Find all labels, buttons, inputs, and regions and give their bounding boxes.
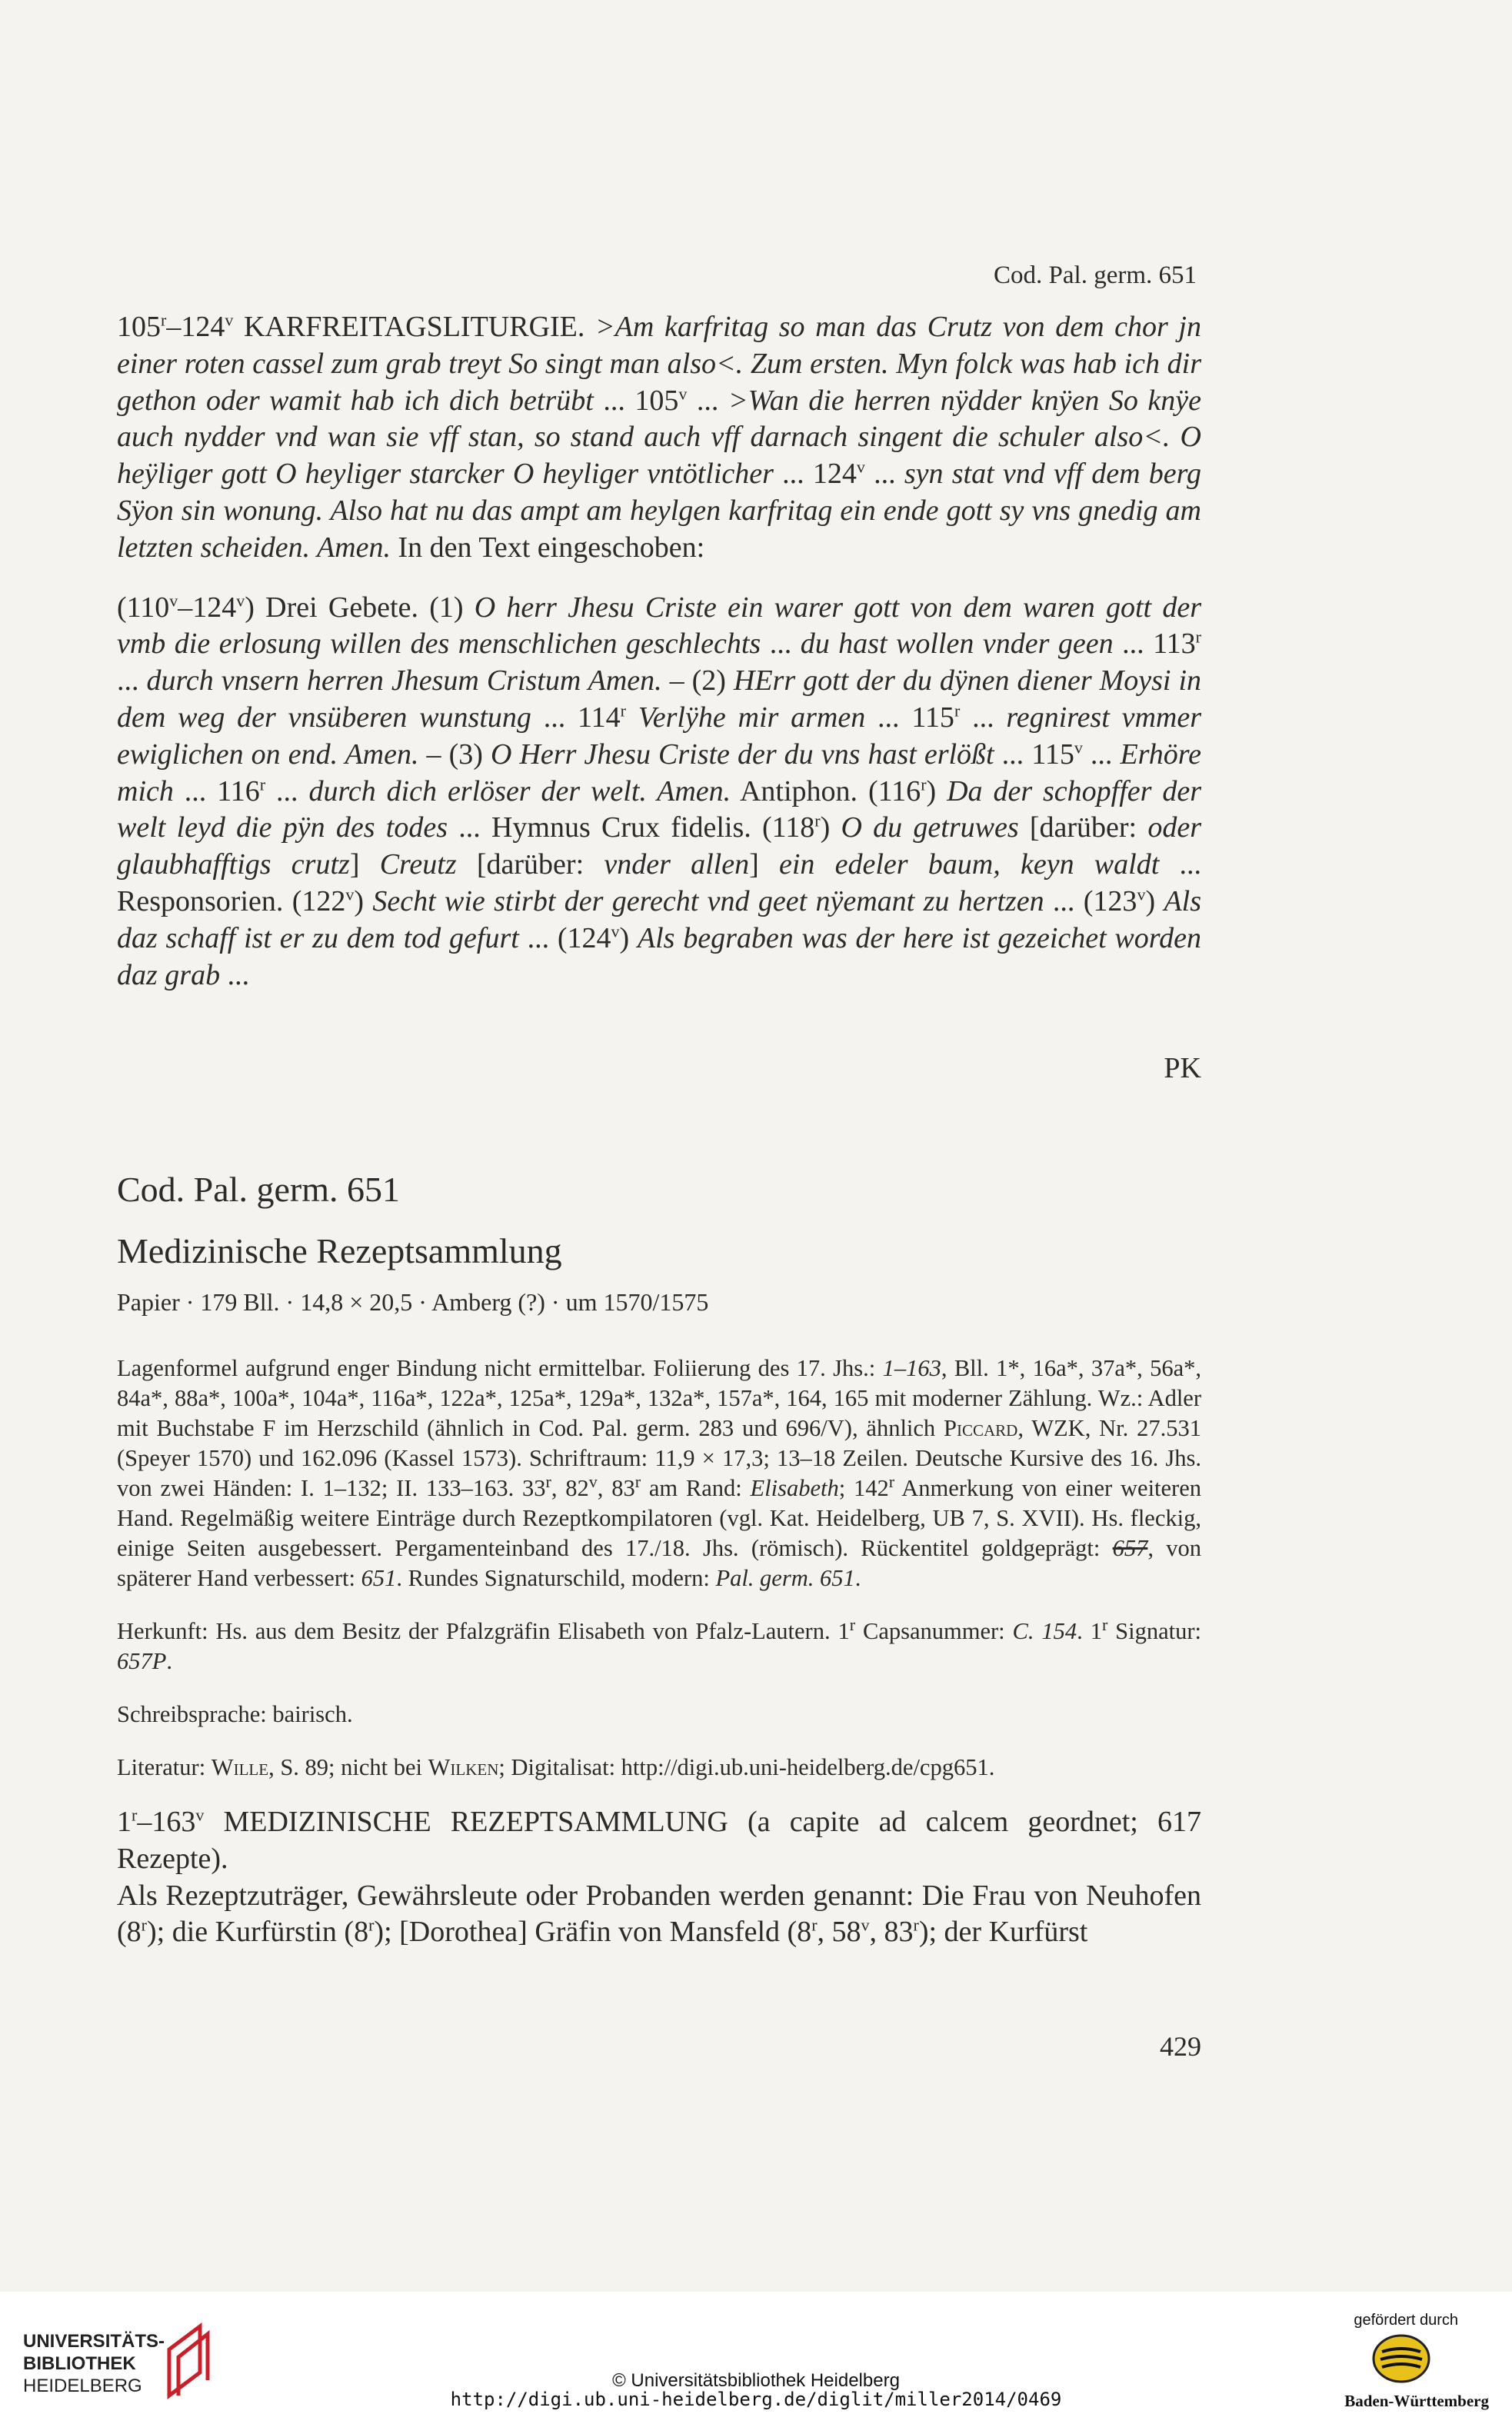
italic-text: 1–163 bbox=[882, 1355, 941, 1381]
italic-text: ein edeler baum, keyn waldt bbox=[778, 848, 1160, 881]
codicological-description: Lagenformel aufgrund enger Bindung nicht ermittelbar. Foliierung des 17. Jhs.: 1–163, Bll. 1*, 16a*, 37a*, 56a*, 84a*, 88a*, 100a*, 104a*, 116a*, 122a*, 125a*, 129a*, 132a*, 157a*, 164, 165 mit moderner Zählung. Wz.: Adler mit Buchstabe F im Herzschild (ähnlich in Cod. Pal. germ. 283 und 696/V), ähnlich Piccard, WZK, Nr. 27.531 (Speyer 1570) und 162.096 (Kassel 1573). Schriftraum: 11,9 × 17,3; 13–18 Zeilen. Deutsche Kursive des 16. Jhs. von zwei Händen: I. 1–132; II. 133–163. 33$^r$, 82$^v$, 83$^r$ am Rand: Elisabeth; 142$^r$ Anmerkung von einer weiteren Hand. Regelmäßig weitere Einträge durch Rezeptkompilatoren (vgl. Kat. Heidelberg, UB 7, S. XVII). Hs. fleckig, einige Seiten ausgebessert. Pergamenteinband des 17./18. Jhs. (römisch). Rückentitel goldgeprägt: 657, von späterer Hand verbessert: 651. Rundes Signaturschild, modern: Pal. germ. 651. bbox=[117, 1355, 1202, 1591]
italic-text: >Wan die herren nÿdder knÿen So knÿe auch nydder vnd wan sie vff stan, so stand auch vff darnach singent die schuler also<. O heÿliger gott O heyliger starcker O heyliger vntötlicher bbox=[117, 384, 1202, 491]
italic-text: Erhöre mich bbox=[117, 738, 1202, 807]
italic-text: du hast wollen vnder geen bbox=[800, 628, 1114, 661]
italic-text: 651 bbox=[361, 1565, 397, 1591]
manuscript-description bbox=[117, 1354, 1201, 1951]
italic-text: HErr gott der du dÿnen diener Moysi in dem weg der vnsüberen wunstung bbox=[117, 664, 1202, 734]
folio-superscript: r bbox=[545, 1471, 551, 1491]
folio-superscript: r bbox=[259, 774, 266, 794]
manuscript-title: Medizinische Rezeptsammlung bbox=[117, 1231, 562, 1270]
entry-paragraph-prayers: (110$^v$–124$^v$) Drei Gebete. (1) O herr Jhesu Criste ein warer gott von dem waren gott der vmb die erlosung willen des menschlichen geschlechts ... du hast wollen vnder geen ... 113$^r$ ... durch vnsern herren Jhesum Cristum Amen. – (2) HErr gott der du dÿnen diener Moysi in dem weg der vnsüberen wunstung ... 114$^r$ Verlÿhe mir armen ... 115$^r$ ... regnirest vmmer ewiglichen on end. Amen. – (3) O Herr Jhesu Criste der du vns hast erlößt ... 115$^v$ ... Erhöre mich ... 116$^r$ ... durch dich erlöser der welt. Amen. Antiphon. (116$^r$) Da der schopffer der welt leyd die pÿn des todes ... Hymnus Crux fidelis. (118$^r$) O du getruwes [darüber: oder glaubhafftigs crutz] Creutz [darüber: vnder allen] ein edeler baum, keyn waldt ... Responsorien. (122$^v$) Secht wie stirbt der gerecht vnd geet nÿemant zu hertzen ... (123$^v$) Als daz schaff ist er zu dem tod gefurt ... (124$^v$) Als begraben was der here ist gezeichet worden daz grab ... bbox=[117, 590, 1202, 991]
library-name-line3: HEIDELBERG bbox=[23, 2376, 142, 2396]
folio-superscript: r bbox=[368, 1915, 375, 1935]
library-name-line1: UNIVERSITÄTS- bbox=[23, 2331, 165, 2352]
provenance: Herkunft: Hs. aus dem Besitz der Pfalzgräfin Elisabeth von Pfalz-Lautern. 1$^r$ Capsanummer: C. 154. 1$^r$ Signatur: 657P. bbox=[117, 1614, 1202, 1674]
small-caps-name: Piccard bbox=[944, 1415, 1018, 1441]
folio-superscript: r bbox=[888, 1471, 895, 1491]
folio-superscript: v bbox=[611, 921, 620, 941]
folio-superscript: v bbox=[678, 383, 688, 403]
italic-text: oder glaubhafftigs crutz bbox=[117, 811, 1202, 881]
italic-text: vnder allen bbox=[604, 848, 750, 881]
italic-text: durch dich erlöser der welt. Amen. bbox=[308, 774, 731, 807]
italic-text: O Herr Jhesu Criste der du vns hast erlößt bbox=[490, 738, 994, 771]
folio-superscript: v bbox=[588, 1471, 598, 1491]
italic-text: Da der schopffer der welt leyd die pÿn des todes bbox=[117, 774, 1202, 844]
italic-text: Secht wie stirbt der gerecht vnd geet nÿemant zu hertzen bbox=[372, 884, 1044, 917]
language: Schreibsprache: bairisch. bbox=[117, 1701, 353, 1727]
folio-superscript: v bbox=[861, 1915, 870, 1935]
folio-superscript: v bbox=[195, 1805, 205, 1825]
italic-text: syn stat vnd vff dem berg Sÿon sin wonung. Also hat nu das ampt am heylgen karfritag ein ende gott sy vns gnedig am letzten scheiden. Amen. bbox=[117, 458, 1202, 564]
folio-superscript: v bbox=[856, 457, 865, 477]
folio-superscript: v bbox=[345, 884, 355, 904]
small-caps-name: Wille bbox=[211, 1754, 269, 1780]
viewer-footer bbox=[0, 2292, 1512, 2414]
folio-superscript: v bbox=[169, 590, 178, 610]
permalink-url[interactable]: http://digi.ub.uni-heidelberg.de/diglit/miller2014/0469 bbox=[450, 2389, 1062, 2410]
struck-text: 657 bbox=[1112, 1535, 1148, 1561]
folio-superscript: r bbox=[1101, 1614, 1108, 1634]
folio-superscript: r bbox=[161, 310, 167, 330]
folio-superscript: r bbox=[811, 1915, 818, 1935]
shelfmark-heading: Cod. Pal. germ. 651 bbox=[117, 1170, 400, 1209]
folio-superscript: r bbox=[132, 1805, 138, 1825]
italic-text: C. 154 bbox=[1012, 1618, 1077, 1644]
italic-text: regnirest vmmer ewiglichen on end. Amen. bbox=[117, 701, 1201, 771]
folio-superscript: v bbox=[1137, 884, 1146, 904]
entry-karfreitag bbox=[117, 309, 1201, 994]
italic-text: O du getruwes bbox=[841, 811, 1019, 844]
italic-text: Creutz bbox=[379, 848, 457, 881]
copyright-notice: © Universitätsbibliothek Heidelberg bbox=[612, 2370, 900, 2391]
italic-text: Elisabeth bbox=[750, 1475, 839, 1501]
literature: Literatur: Wille, S. 89; nicht bei Wilken; Digitalisat: http://digi.ub.uni-heidelberg.de/cpg651. bbox=[117, 1754, 995, 1780]
entry-paragraph: 105$^r$–124$^v$ KARFREITAGSLITURGIE. >Am karfritag so man das Crutz von dem chor jn einer roten cassel zum grab treyt So singt man also<. Zum ersten. Myn folck was hab ich dir gethon oder wamit hab ich dich betrübt ... 105$^v$ ... >Wan die herren nÿdder knÿen So knÿe auch nydder vnd wan sie vff stan, so stand auch vff darnach singent die schuler also<. O heÿliger gott O heyliger starcker O heyliger vntötlicher ... 124$^v$ ... syn stat vnd vff dem berg Sÿon sin wonung. Also hat nu das ampt am heylgen karfritag ein ende gott sy vns gnedig am letzten scheiden. Amen. In den Text eingeschoben: bbox=[117, 310, 1202, 564]
folio-superscript: r bbox=[634, 1471, 641, 1491]
folio-superscript: r bbox=[921, 774, 927, 794]
italic-text: O herr Jhesu Criste ein warer gott von dem waren gott der vmb die erlosung willen des menschlichen geschlechts bbox=[117, 591, 1201, 661]
italic-text: Als begraben was der here ist gezeichet worden daz grab bbox=[117, 921, 1202, 991]
state-crest-icon bbox=[1371, 2329, 1431, 2389]
italic-text: >Am karfritag so man das Crutz von dem chor jn einer roten cassel zum grab treyt So singt man also<. Zum ersten. Myn folck was hab ich dir gethon oder wamit hab ich dich betrübt bbox=[117, 311, 1201, 417]
folio-superscript: r bbox=[913, 1915, 919, 1935]
small-caps-name: Wilken bbox=[428, 1754, 499, 1780]
contents-paragraph: Als Rezeptzuträger, Gewährsleute oder Probanden werden genannt: Die Frau von Neuhofen (8$^r$); die Kurfürstin (8$^r$); [Dorothea] Gräfin von Mansfeld (8$^r$, 58$^v$, 83$^r$); der Kurfürst bbox=[117, 1879, 1201, 1949]
sponsor-label: gefördert durch bbox=[1354, 2312, 1458, 2329]
folio-superscript: r bbox=[954, 701, 961, 721]
folio-superscript: v bbox=[1074, 738, 1083, 757]
folio-superscript: r bbox=[141, 1915, 147, 1935]
folio-superscript: r bbox=[1195, 627, 1201, 647]
manuscript-meta: Papier · 179 Bll. · 14,8 × 20,5 · Amberg (?) · um 1570/1575 bbox=[117, 1288, 709, 1316]
page-number: 429 bbox=[1160, 2031, 1201, 2062]
folio-superscript: r bbox=[814, 811, 821, 831]
folio-superscript: r bbox=[849, 1614, 856, 1634]
italic-text: Als daz schaff ist er zu dem tod gefurt bbox=[117, 884, 1202, 954]
folio-superscript: v bbox=[236, 590, 245, 610]
folio-superscript: v bbox=[225, 310, 234, 330]
sponsor-name: Baden-Württemberg bbox=[1344, 2392, 1489, 2410]
running-head: Cod. Pal. germ. 651 bbox=[994, 261, 1197, 289]
library-name-line2: BIBLIOTHEK bbox=[23, 2353, 136, 2374]
italic-text: Verlÿhe mir armen bbox=[638, 701, 866, 734]
italic-text: 657P bbox=[117, 1648, 167, 1674]
contents-heading: 1$^r$–163$^v$ MEDIZINISCHE REZEPTSAMMLUNG (a capite ad calcem geordnet; 617 Rezepte). bbox=[117, 1805, 1201, 1875]
author-initials: PK bbox=[1164, 1052, 1201, 1084]
folio-superscript: r bbox=[620, 701, 626, 721]
italic-text: Pal. germ. 651 bbox=[715, 1565, 855, 1591]
italic-text: durch vnsern herren Jhesum Cristum Amen. bbox=[146, 664, 662, 698]
